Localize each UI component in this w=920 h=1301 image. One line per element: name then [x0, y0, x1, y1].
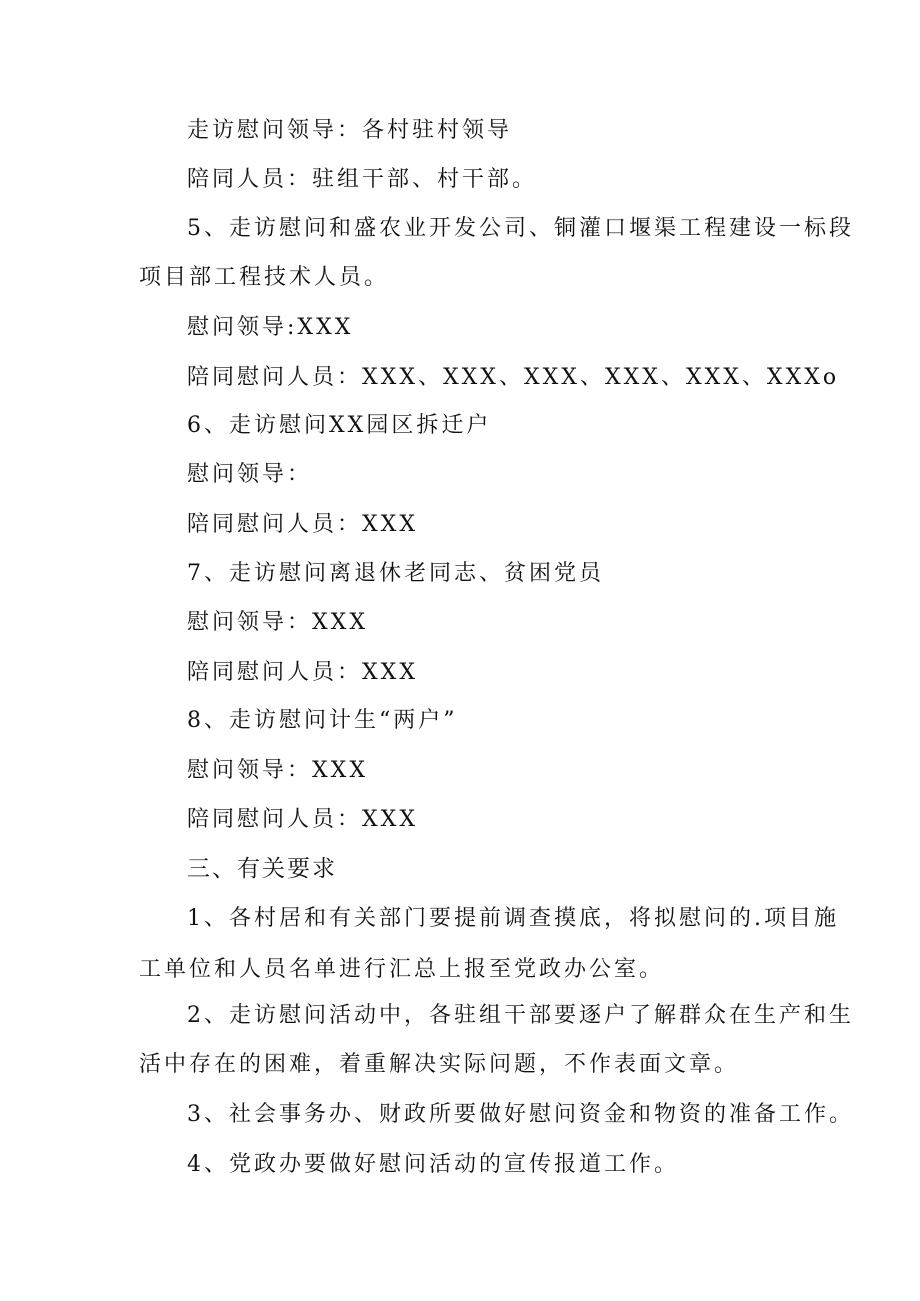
item8-leader: 慰问领导：XXX	[187, 758, 368, 783]
requirement2-line1: 2、走访慰问活动中，各驻组干部要逐户了解群众在生产和生	[187, 1003, 854, 1028]
item5-leader: 慰问领导:XXX	[187, 315, 354, 340]
section3-heading: 三、有关要求	[187, 856, 337, 882]
item7-leader: 慰问领导：XXX	[187, 610, 368, 635]
requirement4: 4、党政办要做好慰问活动的宣传报道工作。	[187, 1152, 679, 1177]
visit-leader-line: 走访慰问领导：各村驻村领导	[187, 118, 513, 143]
item7-accompany: 陪同慰问人员：XXX	[187, 660, 418, 685]
item6-leader: 慰问领导：	[187, 462, 313, 487]
item7-title: 7、走访慰问离退休老同志、贫困党员	[187, 561, 604, 586]
item6-accompany: 陪同慰问人员：XXX	[187, 512, 418, 537]
item5-title-line2: 项目部工程技术人员。	[139, 265, 390, 290]
item5-accompany: 陪同慰问人员：XXX、XXX、XXX、XXX、XXX、XXXo	[187, 365, 840, 390]
item8-accompany: 陪同慰问人员：XXX	[187, 807, 418, 832]
requirement3: 3、社会事务办、财政所要做好慰问资金和物资的准备工作。	[187, 1102, 854, 1127]
accompany-line: 陪同人员：驻组干部、村干部。	[187, 167, 538, 192]
item6-title: 6、走访慰问XX园区拆迁户	[187, 413, 492, 438]
requirement1-line1: 1、各村居和有关部门要提前调查摸底，将拟慰问的.项目施	[187, 906, 839, 931]
requirement1-line2: 工单位和人员名单进行汇总上报至党政办公室。	[139, 957, 665, 982]
item8-title: 8、走访慰问计生“两户”	[187, 708, 458, 733]
requirement2-line2: 活中存在的困难，着重解决实际问题，不作表面文章。	[139, 1052, 740, 1077]
item5-title-line1: 5、走访慰问和盛农业开发公司、铜灌口堰渠工程建设一标段	[187, 216, 854, 241]
